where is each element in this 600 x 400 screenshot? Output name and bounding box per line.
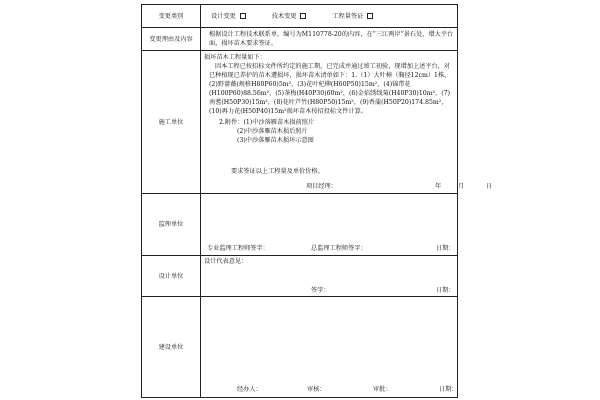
design-label: 设计单位: [142, 256, 201, 297]
attachment-title: 2.附件：(1)中沙落雁苗木损前照片: [219, 119, 315, 126]
option-design-change-label: 设计变更: [211, 12, 236, 20]
construction-cell: [201, 51, 493, 194]
design-opinion-label: 设计代表意见：: [204, 258, 248, 265]
reason-row: [142, 28, 458, 51]
supervision-cell: [201, 194, 458, 256]
construction-body: 因本工程已按招标文件所约定的施工期，已完成并通过竣工初验，现增加上述平台，对已种植现已养护的苗木遭损坏，损坏苗木清单如下：1.（1）大叶樟（胸径12cm）1株，(2)野蔷薇(规格H80P60)5m²，(3)花叶杞柳(H60P50)15m²，(4)锦带花(H100P60)88.56m²，(5)茶梅(H40P30)60m²，(6)金焰绣线菊(H40P30)10m²，(7)南蓍(H50P30)15m²，(8)花叶芦竹(H80P50)15m²，(9)香蒲(H50P20)174.85m²，(10)再力花(H50P40)15m²损坏苗木按招投标文件计算。: [209, 63, 451, 115]
option-design-change[interactable]: [211, 12, 246, 21]
handler-sign: 经办人：: [237, 386, 262, 393]
attachment-item-2: (2)中沙落雁苗木损后照片: [237, 128, 308, 135]
design-row: [142, 256, 458, 297]
owner-row: [142, 297, 458, 398]
change-type-label: 变更类别: [142, 5, 201, 28]
date-month: 月: [458, 183, 465, 190]
reason-text: 根据设计工程技术联系单，编号为M110778-20的内容，在“三江两岸”景石处，增大平台面，损坏苗木要求签证。: [209, 31, 454, 47]
date-year: 年: [435, 183, 442, 190]
owner-date: 日期：: [439, 386, 458, 393]
change-type-row: [142, 5, 458, 28]
change-type-options: [201, 5, 458, 28]
supervision-label: 监理单位: [142, 194, 201, 256]
design-sign: 签字：: [311, 287, 330, 294]
chief-engineer-sign: 总监理工程师签字：: [311, 245, 367, 252]
date-day: 日: [486, 183, 493, 190]
construction-row: [142, 51, 458, 194]
supervision-row: [142, 194, 458, 256]
option-tech-change[interactable]: [272, 12, 307, 21]
design-date: 日期：: [436, 287, 455, 294]
reason-cell: [201, 28, 458, 51]
attachment-item-3: (3)中沙落雁苗木损坏示意图: [237, 137, 314, 144]
reason-label: 变更理由及内容: [142, 28, 201, 51]
change-form-table: [141, 4, 493, 398]
option-tech-change-label: 技术变更: [271, 12, 297, 20]
construction-request: 要求签证以上工程量及单价价格。: [231, 168, 324, 175]
quantity-visa-checkbox[interactable]: [367, 13, 373, 19]
owner-label: 建设单位: [142, 297, 201, 398]
option-quantity-visa-label: 工程量签证: [332, 12, 364, 20]
owner-cell: [201, 297, 458, 398]
project-manager-label: 项目经理：: [306, 183, 337, 190]
design-cell: [201, 256, 458, 297]
approve-sign: 审批：: [373, 386, 392, 393]
design-change-checkbox[interactable]: [240, 13, 246, 19]
review-sign: 审核：: [307, 386, 326, 393]
supervision-date: 日期：: [436, 245, 455, 252]
specialist-engineer-sign: 专业监理工程师签字：: [207, 245, 269, 252]
construction-label: 施工单位: [142, 51, 201, 194]
construction-heading: 损坏苗木工程量如下：: [204, 54, 266, 61]
tech-change-checkbox[interactable]: [300, 13, 306, 19]
option-quantity-visa[interactable]: [332, 12, 373, 21]
